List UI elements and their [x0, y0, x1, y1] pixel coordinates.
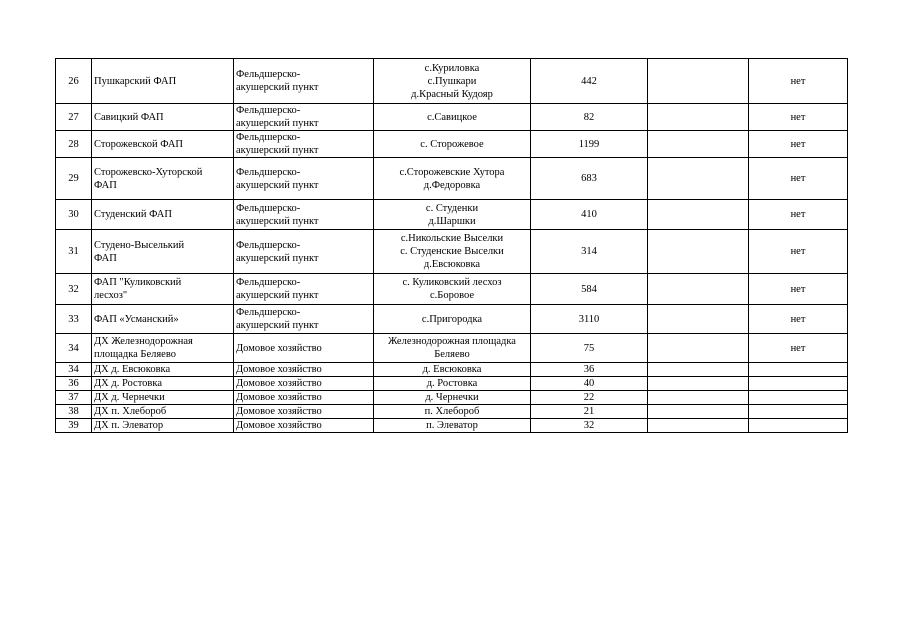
- facility-type: Домовое хозяйство: [234, 391, 374, 405]
- empty-cell: [648, 59, 749, 104]
- facility-name: ДХ д. Евсюковка: [92, 363, 234, 377]
- availability-note: [749, 363, 848, 377]
- population-count: 3110: [531, 305, 648, 334]
- table-row: [56, 230, 848, 274]
- population-count: 442: [531, 59, 648, 104]
- population-count: 82: [531, 104, 648, 131]
- table-row: [56, 334, 848, 363]
- row-number: 38: [56, 405, 92, 419]
- facility-type: Фельдшерско- акушерский пункт: [234, 305, 374, 334]
- facility-name: ДХ п. Хлебороб: [92, 405, 234, 419]
- empty-cell: [648, 391, 749, 405]
- row-number: 32: [56, 274, 92, 305]
- availability-note: нет: [749, 334, 848, 363]
- facility-name: ФАП "Куликовский лесхоз": [92, 274, 234, 305]
- facility-type: Домовое хозяйство: [234, 405, 374, 419]
- row-number: 30: [56, 200, 92, 230]
- empty-cell: [648, 419, 749, 433]
- table-row: [56, 158, 848, 200]
- population-count: 410: [531, 200, 648, 230]
- table-row: [56, 200, 848, 230]
- row-number: 26: [56, 59, 92, 104]
- facility-name: Студенский ФАП: [92, 200, 234, 230]
- population-count: 22: [531, 391, 648, 405]
- row-number: 29: [56, 158, 92, 200]
- served-localities: д. Евсюковка: [374, 363, 531, 377]
- served-localities: п. Хлебороб: [374, 405, 531, 419]
- population-count: 584: [531, 274, 648, 305]
- row-number: 34: [56, 334, 92, 363]
- facilities-table: [55, 58, 848, 433]
- table-row: [56, 391, 848, 405]
- population-count: 21: [531, 405, 648, 419]
- empty-cell: [648, 158, 749, 200]
- population-count: 32: [531, 419, 648, 433]
- empty-cell: [648, 131, 749, 158]
- facility-type: Домовое хозяйство: [234, 334, 374, 363]
- row-number: 37: [56, 391, 92, 405]
- table-row: [56, 377, 848, 391]
- facility-name: ДХ п. Элеватор: [92, 419, 234, 433]
- table-body: [56, 59, 848, 433]
- table-row: [56, 419, 848, 433]
- facility-name: Сторожевско-Хуторской ФАП: [92, 158, 234, 200]
- empty-cell: [648, 377, 749, 391]
- empty-cell: [648, 305, 749, 334]
- population-count: 1199: [531, 131, 648, 158]
- table-row: [56, 274, 848, 305]
- table-row: [56, 363, 848, 377]
- served-localities: с.Никольские Выселки с. Студенские Выселки д.Евсюковка: [374, 230, 531, 274]
- facility-name: ДХ Железнодорожная площадка Беляево: [92, 334, 234, 363]
- facility-type: Домовое хозяйство: [234, 377, 374, 391]
- row-number: 34: [56, 363, 92, 377]
- facility-name: Пушкарский ФАП: [92, 59, 234, 104]
- row-number: 36: [56, 377, 92, 391]
- availability-note: нет: [749, 274, 848, 305]
- facility-name: Сторожевской ФАП: [92, 131, 234, 158]
- facility-name: Студено-Выселький ФАП: [92, 230, 234, 274]
- facility-type: Фельдшерско- акушерский пункт: [234, 200, 374, 230]
- availability-note: [749, 419, 848, 433]
- row-number: 31: [56, 230, 92, 274]
- served-localities: д. Чернечки: [374, 391, 531, 405]
- served-localities: д. Ростовка: [374, 377, 531, 391]
- population-count: 314: [531, 230, 648, 274]
- served-localities: с.Сторожевские Хутора д.Федоровка: [374, 158, 531, 200]
- table-row: [56, 131, 848, 158]
- row-number: 27: [56, 104, 92, 131]
- served-localities: с. Студенки д.Шаршки: [374, 200, 531, 230]
- availability-note: нет: [749, 158, 848, 200]
- availability-note: [749, 405, 848, 419]
- facility-type: Фельдшерско- акушерский пункт: [234, 230, 374, 274]
- facility-type: Домовое хозяйство: [234, 419, 374, 433]
- row-number: 28: [56, 131, 92, 158]
- empty-cell: [648, 274, 749, 305]
- row-number: 39: [56, 419, 92, 433]
- facility-name: ДХ д. Чернечки: [92, 391, 234, 405]
- facility-type: Фельдшерско- акушерский пункт: [234, 158, 374, 200]
- served-localities: п. Элеватор: [374, 419, 531, 433]
- empty-cell: [648, 230, 749, 274]
- availability-note: нет: [749, 59, 848, 104]
- empty-cell: [648, 104, 749, 131]
- served-localities: Железнодорожная площадка Беляево: [374, 334, 531, 363]
- facility-name: ДХ д. Ростовка: [92, 377, 234, 391]
- facility-name: ФАП «Усманский»: [92, 305, 234, 334]
- served-localities: с.Пригородка: [374, 305, 531, 334]
- table-row: [56, 405, 848, 419]
- empty-cell: [648, 200, 749, 230]
- population-count: 40: [531, 377, 648, 391]
- served-localities: с. Куликовский лесхоз с.Боровое: [374, 274, 531, 305]
- availability-note: нет: [749, 230, 848, 274]
- facility-type: Фельдшерско- акушерский пункт: [234, 131, 374, 158]
- population-count: 75: [531, 334, 648, 363]
- served-localities: с. Сторожевое: [374, 131, 531, 158]
- availability-note: [749, 391, 848, 405]
- table-row: [56, 104, 848, 131]
- availability-note: нет: [749, 131, 848, 158]
- empty-cell: [648, 405, 749, 419]
- availability-note: нет: [749, 305, 848, 334]
- empty-cell: [648, 334, 749, 363]
- facility-type: Домовое хозяйство: [234, 363, 374, 377]
- facility-name: Савицкий ФАП: [92, 104, 234, 131]
- availability-note: нет: [749, 200, 848, 230]
- facility-type: Фельдшерско- акушерский пункт: [234, 274, 374, 305]
- population-count: 683: [531, 158, 648, 200]
- population-count: 36: [531, 363, 648, 377]
- served-localities: с.Куриловка с.Пушкари д.Красный Кудояр: [374, 59, 531, 104]
- row-number: 33: [56, 305, 92, 334]
- empty-cell: [648, 363, 749, 377]
- table-row: [56, 59, 848, 104]
- facility-type: Фельдшерско- акушерский пункт: [234, 59, 374, 104]
- facility-type: Фельдшерско- акушерский пункт: [234, 104, 374, 131]
- table-row: [56, 305, 848, 334]
- availability-note: [749, 377, 848, 391]
- served-localities: с.Савицкое: [374, 104, 531, 131]
- availability-note: нет: [749, 104, 848, 131]
